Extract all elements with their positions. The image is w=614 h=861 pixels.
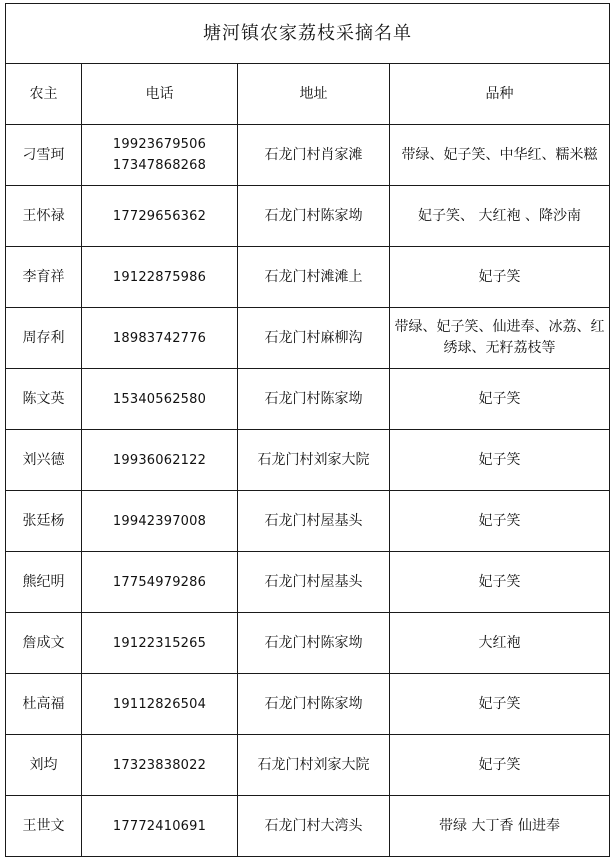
variety-cell: 妃子笑 [390,735,610,796]
table-row [6,552,610,613]
farmer-name-cell: 王怀禄 [6,186,82,247]
variety-cell: 妃子笑 [390,552,610,613]
header-address: 地址 [238,64,390,125]
phone-cell [82,674,238,735]
phone-number: 19923679506 [112,137,207,152]
address-cell: 石龙门村大湾头 [238,796,390,857]
title-row [6,4,610,64]
variety-cell: 妃子笑、 大红袍 、降沙南 [390,186,610,247]
phone-cell [82,430,238,491]
variety-cell: 妃子笑 [390,430,610,491]
farmer-name-cell: 周存利 [6,308,82,369]
phone-cell [82,308,238,369]
phone-cell [82,552,238,613]
table-row [6,125,610,186]
header-row [6,64,610,125]
phone-number: 19112826504 [112,696,207,712]
address-cell: 石龙门村刘家大院 [238,430,390,491]
phone-cell [82,247,238,308]
variety-cell: 带绿 大丁香 仙进奉 [390,796,610,857]
farmer-name-cell: 詹成文 [6,613,82,674]
farmer-name-cell: 张廷杨 [6,491,82,552]
address-cell: 石龙门村屋基头 [238,552,390,613]
phone-number: 17772410691 [112,818,207,834]
farmer-name-cell: 王世文 [6,796,82,857]
farmer-name-cell: 李育祥 [6,247,82,308]
table-row [6,369,610,430]
variety-cell: 带绿、妃子笑、仙进奉、冰荔、红绣球、无籽荔枝等 [390,308,610,369]
header-name: 农主 [6,64,82,125]
address-cell: 石龙门村麻柳沟 [238,308,390,369]
picking-list-table [5,3,610,857]
picking-list-sheet [5,3,609,857]
address-cell: 石龙门村陈家坳 [238,369,390,430]
phone-cell [82,186,238,247]
phone-cell [82,613,238,674]
header-phone: 电话 [82,64,238,125]
phone-number: 17347868268 [112,158,207,173]
variety-cell: 妃子笑 [390,491,610,552]
phone-number: 19122315265 [112,635,207,651]
phone-number: 19122875986 [112,269,207,285]
table-row [6,430,610,491]
phone-number: 18983742776 [112,330,207,346]
address-cell: 石龙门村刘家大院 [238,735,390,796]
phone-cell [82,369,238,430]
table-row [6,674,610,735]
address-cell: 石龙门村滩滩上 [238,247,390,308]
table-row [6,491,610,552]
address-cell: 石龙门村陈家坳 [238,186,390,247]
address-cell: 石龙门村肖家滩 [238,125,390,186]
phone-cell [82,491,238,552]
variety-cell: 妃子笑 [390,369,610,430]
table-title: 塘河镇农家荔枝采摘名单 [6,4,610,64]
table-body [6,125,610,857]
address-cell: 石龙门村陈家坳 [238,613,390,674]
header-variety: 品种 [390,64,610,125]
phone-number: 17754979286 [112,574,207,590]
farmer-name-cell: 熊纪明 [6,552,82,613]
variety-cell: 带绿、妃子笑、中华红、糯米糍 [390,125,610,186]
phone-number: 19942397008 [112,513,207,529]
phone-number: 17323838022 [112,757,207,773]
variety-cell: 妃子笑 [390,674,610,735]
farmer-name-cell: 陈文英 [6,369,82,430]
variety-cell: 大红袍 [390,613,610,674]
farmer-name-cell: 刁雪珂 [6,125,82,186]
farmer-name-cell: 刘均 [6,735,82,796]
phone-number: 15340562580 [112,391,207,407]
phone-cell [82,735,238,796]
table-row [6,247,610,308]
table-row [6,186,610,247]
farmer-name-cell: 刘兴德 [6,430,82,491]
address-cell: 石龙门村陈家坳 [238,674,390,735]
table-row [6,735,610,796]
farmer-name-cell: 杜高福 [6,674,82,735]
phone-number: 17729656362 [112,208,207,224]
phone-cell [82,125,238,186]
phone-cell [82,796,238,857]
address-cell: 石龙门村屋基头 [238,491,390,552]
table-row [6,308,610,369]
phone-number: 19936062122 [112,452,207,468]
table-row [6,796,610,857]
table-row [6,613,610,674]
variety-cell: 妃子笑 [390,247,610,308]
